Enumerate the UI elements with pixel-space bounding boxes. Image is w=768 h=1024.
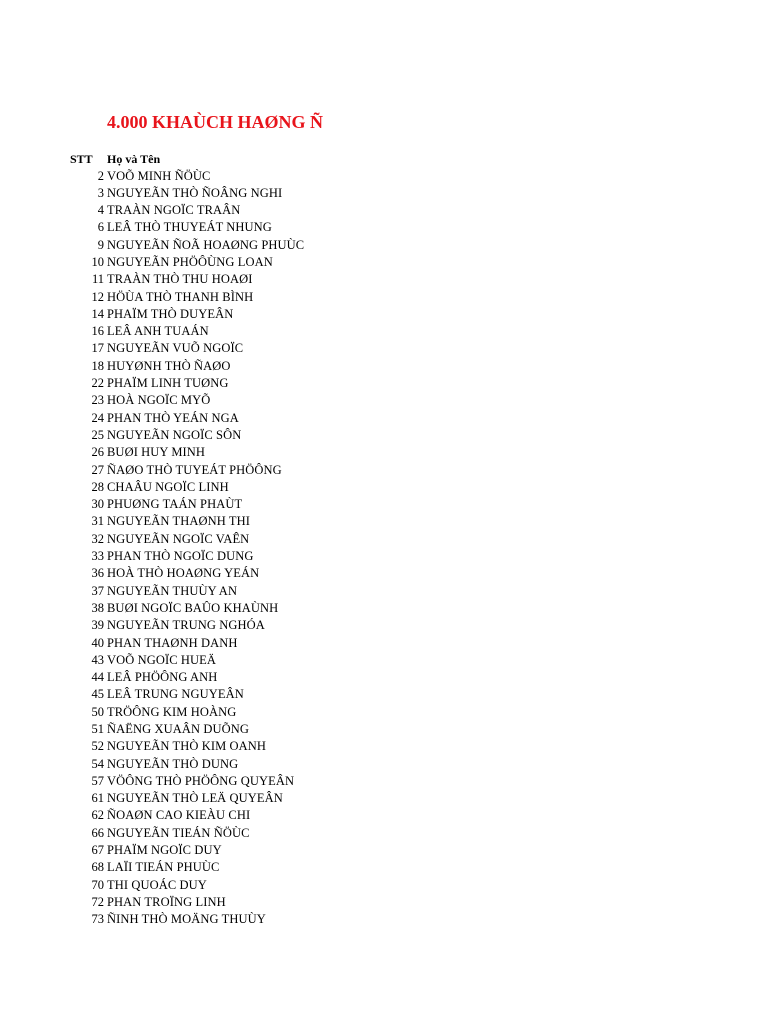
- list-item: [0, 496, 400, 513]
- row-number: 11: [91, 272, 104, 287]
- row-number: 67: [91, 843, 104, 858]
- customer-name: PHUØNG TAÁN PHAÙT: [107, 497, 243, 512]
- customer-name: NGUYEÃN THÒ KIM OANH: [107, 739, 267, 754]
- row-number: 32: [91, 531, 104, 546]
- row-number: 2: [97, 168, 104, 183]
- row-number: 40: [91, 635, 104, 650]
- column-header-stt: STT: [70, 152, 93, 166]
- customer-name: HOÀ NGOÏC MYÕ: [107, 393, 211, 408]
- row-number: 57: [91, 773, 104, 788]
- list-item: [0, 877, 400, 894]
- customer-name: NGUYEÃN ÑOÃ HOAØNG PHUÙC: [107, 237, 305, 252]
- row-number: 70: [91, 877, 104, 892]
- list-item: [0, 323, 400, 340]
- customer-name: PHAN THÒ YEÁN NGA: [107, 410, 239, 425]
- customer-name: PHAN THAØNH DANH: [107, 635, 238, 650]
- row-number: 30: [91, 497, 104, 512]
- customer-name: NGUYEÃN NGOÏC VAÊN: [107, 531, 250, 546]
- page-title: 4.000 KHAÙCH HAØNG Ñ: [107, 112, 323, 132]
- row-number: 9: [97, 237, 104, 252]
- list-item: [0, 289, 400, 306]
- customer-name: HÖÙA THÒ THANH BÌNH: [107, 289, 254, 304]
- list-item: [0, 202, 400, 219]
- list-item: [0, 427, 400, 444]
- row-number: 17: [91, 341, 104, 356]
- customer-name: NGUYEÃN THÒ DUNG: [107, 756, 239, 771]
- row-number: 72: [91, 894, 104, 909]
- customer-name: VÖÔNG THÒ PHÖÔNG QUYEÂN: [107, 773, 295, 788]
- customer-name: VOÕ NGOÏC HUEÄ: [107, 652, 217, 667]
- list-item: [0, 185, 400, 202]
- list-item: [0, 842, 400, 859]
- row-number: 12: [91, 289, 104, 304]
- list-item: [0, 669, 400, 686]
- customer-name: NGUYEÃN TIEÁN ÑÖÙC: [107, 825, 250, 840]
- list-item: [0, 237, 400, 254]
- customer-name: PHAÏM LINH TUØNG: [107, 376, 229, 391]
- row-number: 73: [91, 912, 104, 927]
- customer-name: NGUYEÃN VUÕ NGOÏC: [107, 341, 244, 356]
- customer-name: ÑAËNG XUAÂN DUÕNG: [107, 722, 249, 736]
- row-number: 33: [91, 549, 104, 564]
- customer-name: CHAÂU NGOÏC LINH: [107, 479, 229, 494]
- row-number: 45: [91, 687, 104, 702]
- row-number: 36: [91, 566, 104, 581]
- list-item: [0, 686, 400, 703]
- list-item: [0, 548, 400, 565]
- customer-list: [0, 168, 400, 929]
- list-item: [0, 583, 400, 600]
- customer-name: NGUYEÃN THUÙY AN: [107, 583, 238, 598]
- row-number: 39: [91, 618, 104, 633]
- customer-name: TRAÀN THÒ THU HOAØI: [107, 272, 253, 287]
- list-item: [0, 375, 400, 392]
- customer-name: PHAN THÒ NGOÏC DUNG: [107, 549, 254, 564]
- list-item: [0, 410, 400, 427]
- row-number: 25: [91, 427, 104, 442]
- list-item: [0, 340, 400, 357]
- customer-name: TRAÀN NGOÏC TRAÂN: [107, 203, 241, 218]
- customer-name: ÑAØO THÒ TUYEÁT PHÖÔNG: [107, 462, 282, 477]
- list-item: [0, 168, 400, 185]
- row-number: 14: [91, 306, 104, 321]
- row-number: 68: [91, 860, 104, 875]
- row-number: 38: [91, 600, 104, 615]
- customer-name: ÑOAØN CAO KIEÀU CHI: [107, 808, 251, 823]
- customer-name: LEÂ THÒ THUYEÁT NHUNG: [107, 220, 272, 235]
- list-item: [0, 600, 400, 617]
- list-item: [0, 756, 400, 773]
- list-item: [0, 859, 400, 876]
- customer-name: LEÂ TRUNG NGUYEÂN: [107, 687, 244, 702]
- list-item: [0, 271, 400, 288]
- row-number: 22: [91, 376, 104, 391]
- row-number: 4: [97, 203, 104, 218]
- list-item: [0, 911, 400, 928]
- list-item: [0, 617, 400, 634]
- row-number: 23: [91, 393, 104, 408]
- customer-name: HOÀ THÒ HOAØNG YEÁN: [107, 566, 260, 581]
- customer-name: NGUYEÃN THÒ ÑOÂNG NGHI: [107, 185, 283, 200]
- customer-name: HUYØNH THÒ ÑAØO: [107, 358, 231, 373]
- customer-name: BUØI NGOÏC BAÛO KHAÙNH: [107, 600, 279, 615]
- column-header-name: Họ và Tên: [107, 152, 161, 166]
- customer-name: THI QUOÁC DUY: [107, 877, 207, 892]
- customer-name: PHAÏM THÒ DUYEÂN: [107, 306, 234, 321]
- list-item: [0, 531, 400, 548]
- list-item: [0, 444, 400, 461]
- list-item: [0, 807, 400, 824]
- list-item: [0, 635, 400, 652]
- customer-name: PHAÏM NGOÏC DUY: [107, 843, 222, 858]
- row-number: 61: [91, 791, 104, 806]
- customer-name: ÑINH THÒ MOÄNG THUÙY: [107, 912, 266, 927]
- list-item: [0, 392, 400, 409]
- customer-name: NGUYEÃN NGOÏC SÔN: [107, 427, 242, 442]
- list-item: [0, 773, 400, 790]
- list-item: [0, 825, 400, 842]
- list-item: [0, 513, 400, 530]
- customer-name: NGUYEÃN PHÖÔÙNG LOAN: [107, 254, 273, 269]
- list-item: [0, 219, 400, 236]
- customer-name: NGUYEÃN THAØNH THI: [107, 514, 250, 529]
- customer-name: NGUYEÃN TRUNG NGHÓA: [107, 618, 265, 633]
- row-number: 6: [97, 220, 104, 235]
- list-item: [0, 479, 400, 496]
- row-number: 16: [91, 324, 104, 339]
- row-number: 52: [91, 739, 104, 754]
- list-item: [0, 790, 400, 807]
- row-number: 27: [91, 462, 104, 477]
- list-item: [0, 462, 400, 479]
- customer-name: VOÕ MINH ÑÖÙC: [107, 168, 211, 183]
- row-number: 26: [91, 445, 104, 460]
- customer-name: TRÖÔNG KIM HOÀNG: [107, 704, 237, 719]
- customer-name: LEÂ PHÖÔNG ANH: [107, 670, 218, 685]
- list-item: [0, 704, 400, 721]
- row-number: 43: [91, 652, 104, 667]
- customer-name: NGUYEÃN THÒ LEÄ QUYEÂN: [107, 791, 283, 806]
- list-item: [0, 306, 400, 323]
- row-number: 54: [91, 756, 104, 771]
- row-number: 50: [91, 704, 104, 719]
- customer-name: LAÏI TIEÁN PHUÙC: [107, 860, 220, 875]
- list-item: [0, 254, 400, 271]
- list-item: [0, 738, 400, 755]
- customer-name: BUØI HUY MINH: [107, 445, 206, 460]
- row-number: 51: [91, 722, 104, 736]
- customer-name: LEÂ ANH TUAÁN: [107, 324, 209, 339]
- list-item: [0, 565, 400, 582]
- row-number: 3: [97, 185, 104, 200]
- list-item: [0, 358, 400, 375]
- list-item: [0, 721, 400, 738]
- row-number: 62: [91, 808, 104, 823]
- customer-name: PHAN TROÏNG LINH: [107, 894, 226, 909]
- list-item: [0, 894, 400, 911]
- row-number: 18: [91, 358, 104, 373]
- row-number: 31: [91, 514, 104, 529]
- row-number: 28: [91, 479, 104, 494]
- row-number: 37: [91, 583, 104, 598]
- row-number: 24: [91, 410, 104, 425]
- list-item: [0, 652, 400, 669]
- row-number: 44: [91, 670, 104, 685]
- row-number: 66: [91, 825, 104, 840]
- row-number: 10: [91, 254, 104, 269]
